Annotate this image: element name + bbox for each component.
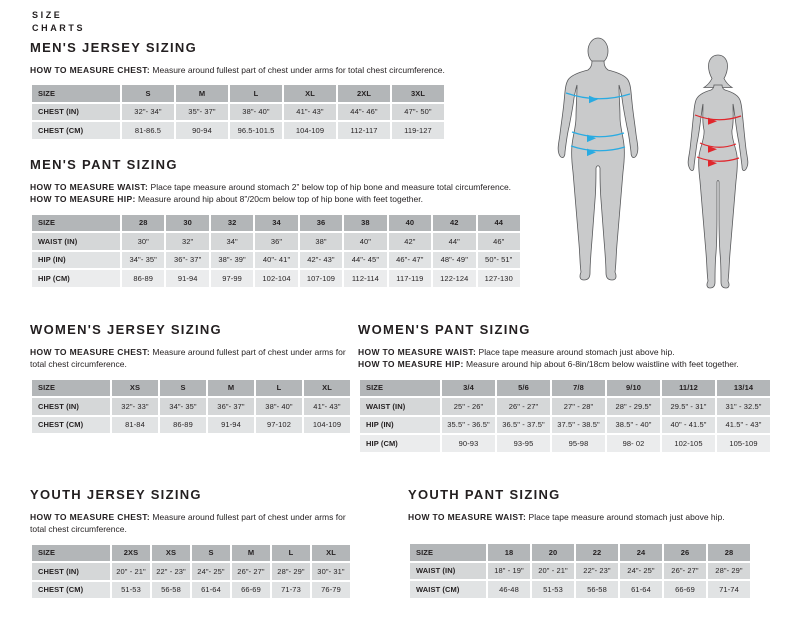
section-title: WOMEN'S PANT SIZING: [358, 322, 531, 337]
table-cell: 93-95: [497, 435, 550, 452]
table-cell: 46"- 47": [389, 252, 431, 269]
table-row: [32, 270, 520, 287]
size-table: [30, 378, 352, 436]
table-cell: 28"- 29": [272, 563, 310, 580]
howto-label: HOW TO MEASURE CHEST:: [30, 347, 151, 357]
table-header-row: [360, 380, 770, 397]
table-cell: 40" - 41.5": [662, 417, 715, 434]
table-column-header: 13/14: [717, 380, 770, 397]
table-row: [32, 582, 350, 599]
table-row-label: CHEST (IN): [32, 104, 120, 121]
youth-pant-size-table: [408, 542, 752, 600]
table-row-label: WAIST (CM): [410, 581, 486, 598]
table-cell: 36.5" - 37.5": [497, 417, 550, 434]
table-row-label: CHEST (CM): [32, 122, 120, 139]
table-cell: 36": [255, 233, 297, 250]
howto-text: Measure around hip about 6-8in/18cm below waistline with feet together.: [463, 359, 739, 370]
size-table: [30, 543, 352, 601]
section-title: YOUTH JERSEY SIZING: [30, 487, 202, 502]
table-row: [32, 233, 520, 250]
table-column-header: 28: [708, 544, 750, 561]
table-cell: 32"- 33": [112, 398, 158, 415]
howto-line: [30, 346, 352, 371]
table-header-row: [32, 85, 444, 102]
table-cell: 122-124: [433, 270, 475, 287]
howto-line: [408, 511, 752, 523]
table-cell: 44": [433, 233, 475, 250]
table-cell: 27" - 28": [552, 398, 605, 415]
table-column-header: 36: [300, 215, 342, 232]
table-cell: 26"- 27": [232, 563, 270, 580]
size-table: [30, 83, 446, 141]
table-cell: 36"- 37": [208, 398, 254, 415]
table-cell: 104-109: [284, 122, 336, 139]
table-row: [32, 563, 350, 580]
table-cell: 34"- 35": [122, 252, 164, 269]
howto-text: Measure around fullest part of chest under arms for total chest circumference.: [30, 347, 346, 370]
table-cell: 46": [478, 233, 521, 250]
male-body-figure-icon: [543, 37, 653, 289]
table-row-label: HIP (CM): [32, 270, 120, 287]
table-column-header: 44: [478, 215, 521, 232]
howto-text: Measure around fullest part of chest under arms for total chest circumference.: [30, 512, 346, 535]
table-column-header: S: [122, 85, 174, 102]
logo-line-2: CHARTS: [32, 22, 86, 33]
table-column-header: 30: [166, 215, 208, 232]
size-charts-logo: [32, 9, 85, 34]
table-row: [360, 417, 770, 434]
howto-text: Measure around fullest part of chest under arms for total chest circumference.: [150, 65, 445, 75]
table-cell: 56-58: [576, 581, 618, 598]
male-head: [588, 38, 608, 64]
table-row-label: CHEST (IN): [32, 398, 110, 415]
howto-label: HOW TO MEASURE WAIST:: [358, 347, 477, 357]
table-cell: 97-102: [256, 417, 302, 434]
table-column-header: XS: [112, 380, 158, 397]
table-row: [410, 563, 750, 580]
howto-line: [30, 181, 522, 193]
table-header-row: [32, 380, 350, 397]
table-cell: 22"- 23": [576, 563, 618, 580]
table-row-label: WAIST (IN): [360, 398, 440, 415]
table-column-header: S: [192, 545, 230, 562]
howto-line: [30, 511, 352, 536]
table-column-header: 42: [433, 215, 475, 232]
table-column-header: L: [256, 380, 302, 397]
table-cell: 40"- 41": [255, 252, 297, 269]
table-column-header: 34: [255, 215, 297, 232]
mens-jersey-size-table: [30, 83, 446, 141]
howto-label: HOW TO MEASURE WAIST:: [408, 512, 527, 522]
female-head: [704, 55, 732, 88]
table-row: [360, 398, 770, 415]
table-row: [410, 581, 750, 598]
table-column-header: 24: [620, 544, 662, 561]
table-column-header: 3/4: [442, 380, 495, 397]
table-cell: 91-94: [166, 270, 208, 287]
table-row: [32, 252, 520, 269]
table-cell: 36"- 37": [166, 252, 208, 269]
howto-text: Place tape measure around stomach just above hip.: [476, 347, 675, 357]
table-column-header: M: [208, 380, 254, 397]
howto-label: HOW TO MEASURE HIP:: [30, 194, 136, 205]
table-cell: 26" - 27": [497, 398, 550, 415]
size-table: [408, 542, 752, 600]
table-column-header: XL: [312, 545, 350, 562]
table-corner-header: SIZE: [32, 85, 120, 102]
howto-label: HOW TO MEASURE CHEST:: [30, 512, 151, 522]
howto-label: HOW TO MEASURE HIP:: [358, 359, 464, 370]
table-cell: 104-109: [304, 417, 350, 434]
female-figure: [668, 53, 768, 301]
table-cell: 29.5" - 31": [662, 398, 715, 415]
table-cell: 32": [166, 233, 208, 250]
table-cell: 66-69: [664, 581, 706, 598]
table-column-header: 26: [664, 544, 706, 561]
youth-jersey-size-table: [30, 543, 352, 601]
table-cell: 37.5" - 38.5": [552, 417, 605, 434]
table-cell: 18" - 19": [488, 563, 530, 580]
section-womens-jersey: [30, 322, 352, 435]
logo-line-1: SIZE: [32, 10, 63, 20]
table-column-header: S: [160, 380, 206, 397]
table-column-header: 38: [344, 215, 386, 232]
table-column-header: XS: [152, 545, 190, 562]
table-cell: 47"- 50": [392, 104, 444, 121]
table-cell: 31" - 32.5": [717, 398, 770, 415]
table-column-header: L: [230, 85, 282, 102]
table-row-label: HIP (IN): [360, 417, 440, 434]
section-title: YOUTH PANT SIZING: [408, 487, 561, 502]
table-cell: 97-99: [211, 270, 253, 287]
table-column-header: 7/8: [552, 380, 605, 397]
table-corner-header: SIZE: [410, 544, 486, 561]
table-cell: 51-53: [532, 581, 574, 598]
table-cell: 24"- 25": [192, 563, 230, 580]
table-cell: 102-105: [662, 435, 715, 452]
table-row-label: WAIST (IN): [410, 563, 486, 580]
section-youth-jersey: [30, 487, 352, 600]
table-cell: 38"- 40": [256, 398, 302, 415]
table-cell: 102-104: [255, 270, 297, 287]
table-cell: 86-89: [122, 270, 164, 287]
table-cell: 41.5" - 43": [717, 417, 770, 434]
table-corner-header: SIZE: [32, 380, 110, 397]
howto-text: Measure around hip about 8”/20cm below top of hip bone with feet together.: [135, 194, 423, 205]
table-row-label: CHEST (CM): [32, 417, 110, 434]
table-cell: 38"- 39": [211, 252, 253, 269]
table-row-label: WAIST (IN): [32, 233, 120, 250]
table-cell: 119-127: [392, 122, 444, 139]
table-cell: 41"- 43": [304, 398, 350, 415]
section-title: MEN'S PANT SIZING: [30, 157, 178, 172]
table-cell: 56-58: [152, 582, 190, 599]
table-cell: 35.5" - 36.5": [442, 417, 495, 434]
table-cell: 34"- 35": [160, 398, 206, 415]
table-cell: 38.5" - 40": [607, 417, 660, 434]
table-cell: 28"- 29": [708, 563, 750, 580]
table-column-header: 9/10: [607, 380, 660, 397]
table-column-header: L: [272, 545, 310, 562]
table-cell: 71-73: [272, 582, 310, 599]
table-cell: 38"- 40": [230, 104, 282, 121]
table-column-header: 28: [122, 215, 164, 232]
table-column-header: 5/6: [497, 380, 550, 397]
table-cell: 71-74: [708, 581, 750, 598]
table-cell: 44"- 46": [338, 104, 390, 121]
size-table: [358, 378, 772, 454]
section-mens-pant: [30, 157, 522, 289]
table-column-header: 3XL: [392, 85, 444, 102]
table-cell: 46-48: [488, 581, 530, 598]
table-column-header: 32: [211, 215, 253, 232]
table-cell: 34": [211, 233, 253, 250]
table-cell: 127-130: [478, 270, 521, 287]
table-cell: 50"- 51": [478, 252, 521, 269]
table-cell: 25" - 26": [442, 398, 495, 415]
section-mens-jersey: [30, 40, 446, 141]
table-row-label: HIP (CM): [360, 435, 440, 452]
howto-line: [358, 358, 772, 370]
table-cell: 22" - 23": [152, 563, 190, 580]
table-cell: 117-119: [389, 270, 431, 287]
table-cell: 40": [344, 233, 386, 250]
table-cell: 90-94: [176, 122, 228, 139]
table-cell: 32"- 34": [122, 104, 174, 121]
table-corner-header: SIZE: [32, 215, 120, 232]
howto-line: [30, 193, 522, 205]
female-body-figure-icon: [668, 53, 768, 301]
table-cell: 81-84: [112, 417, 158, 434]
table-cell: 48"- 49": [433, 252, 475, 269]
table-cell: 112-117: [338, 122, 390, 139]
section-title: WOMEN'S JERSEY SIZING: [30, 322, 222, 337]
table-column-header: XL: [304, 380, 350, 397]
table-column-header: M: [232, 545, 270, 562]
table-cell: 42"- 43": [300, 252, 342, 269]
table-row: [32, 104, 444, 121]
table-cell: 91-94: [208, 417, 254, 434]
table-cell: 95-98: [552, 435, 605, 452]
table-cell: 35"- 37": [176, 104, 228, 121]
table-cell: 26"- 27": [664, 563, 706, 580]
table-cell: 30"- 31": [312, 563, 350, 580]
table-cell: 105-109: [717, 435, 770, 452]
table-row: [32, 398, 350, 415]
howto-text: Place tape measure around stomach just above hip.: [526, 512, 725, 522]
table-column-header: 2XS: [112, 545, 150, 562]
table-row-label: CHEST (IN): [32, 563, 110, 580]
table-cell: 24"- 25": [620, 563, 662, 580]
male-figure: [543, 37, 653, 289]
table-row: [32, 417, 350, 434]
table-row: [360, 435, 770, 452]
table-column-header: 20: [532, 544, 574, 561]
table-header-row: [410, 544, 750, 561]
table-column-header: 18: [488, 544, 530, 561]
table-cell: 76-79: [312, 582, 350, 599]
table-row: [32, 122, 444, 139]
table-cell: 96.5-101.5: [230, 122, 282, 139]
table-cell: 98- 02: [607, 435, 660, 452]
howto-label: HOW TO MEASURE CHEST:: [30, 65, 151, 75]
table-cell: 86-89: [160, 417, 206, 434]
table-cell: 44"- 45": [344, 252, 386, 269]
table-cell: 20" - 21": [112, 563, 150, 580]
table-cell: 61-64: [192, 582, 230, 599]
womens-jersey-size-table: [30, 378, 352, 436]
howto-line: [30, 64, 446, 76]
table-corner-header: SIZE: [360, 380, 440, 397]
table-cell: 112-114: [344, 270, 386, 287]
table-cell: 30": [122, 233, 164, 250]
table-column-header: 40: [389, 215, 431, 232]
table-column-header: M: [176, 85, 228, 102]
table-row-label: HIP (IN): [32, 252, 120, 269]
table-cell: 90-93: [442, 435, 495, 452]
table-corner-header: SIZE: [32, 545, 110, 562]
table-cell: 51-53: [112, 582, 150, 599]
table-cell: 42": [389, 233, 431, 250]
howto-line: [358, 346, 772, 358]
table-header-row: [32, 215, 520, 232]
table-cell: 20" - 21": [532, 563, 574, 580]
table-cell: 41"- 43": [284, 104, 336, 121]
table-cell: 38": [300, 233, 342, 250]
table-column-header: 2XL: [338, 85, 390, 102]
table-cell: 81-86.5: [122, 122, 174, 139]
table-column-header: 22: [576, 544, 618, 561]
table-cell: 61-64: [620, 581, 662, 598]
mens-pant-size-table: [30, 213, 522, 289]
table-row-label: CHEST (CM): [32, 582, 110, 599]
womens-pant-size-table: [358, 378, 772, 454]
table-column-header: XL: [284, 85, 336, 102]
table-cell: 66-69: [232, 582, 270, 599]
table-cell: 28" - 29.5": [607, 398, 660, 415]
size-table: [30, 213, 522, 289]
howto-text: Place tape measure around stomach 2” below top of hip bone and measure total circumference.: [148, 182, 512, 192]
section-womens-pant: [358, 322, 772, 454]
section-youth-pant: [408, 487, 752, 600]
table-column-header: 11/12: [662, 380, 715, 397]
section-title: MEN'S JERSEY SIZING: [30, 40, 197, 55]
table-header-row: [32, 545, 350, 562]
table-cell: 107-109: [300, 270, 342, 287]
howto-label: HOW TO MEASURE WAIST:: [30, 182, 149, 192]
